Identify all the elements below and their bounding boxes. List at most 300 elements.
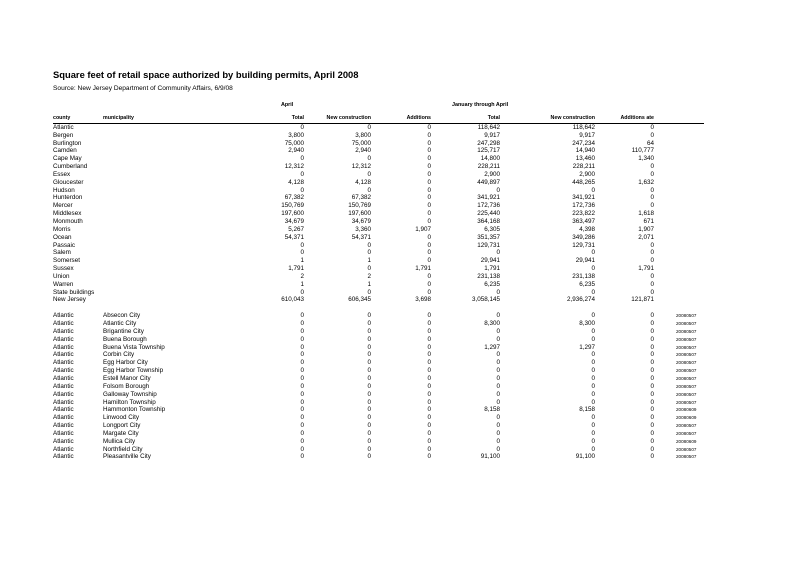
- april-additions-cell: 0: [427, 375, 431, 382]
- ytd-total-cell: 0: [496, 390, 500, 398]
- april-new-construction-cell: 0: [367, 288, 371, 296]
- april-new-construction-cell: 12,312: [351, 163, 371, 171]
- april-new-construction-cell: 0: [367, 351, 371, 359]
- report-date-code-cell: 20080507: [676, 313, 697, 319]
- april-total-cell: 150,769: [281, 202, 304, 210]
- county-cell: Bergen: [53, 131, 74, 139]
- ytd-total-cell: 29,941: [480, 257, 500, 265]
- april-total-cell: 0: [300, 422, 304, 430]
- municipality-cell: Egg Harbor City: [103, 359, 148, 367]
- ytd-additions-cell: 0: [650, 312, 654, 320]
- county-cell: Monmouth: [53, 217, 83, 225]
- april-additions-cell: 0: [427, 359, 431, 367]
- report-date-code-cell: 20080507: [676, 360, 697, 366]
- april-total-cell: 0: [300, 186, 304, 194]
- empty-cell: [103, 179, 203, 187]
- ytd-total-cell: 0: [496, 375, 500, 382]
- ytd-additions-cell: 0: [650, 453, 654, 461]
- april-additions-cell: 0: [427, 429, 431, 437]
- ytd-new-construction-cell: 0: [591, 382, 595, 390]
- ytd-additions-cell: 0: [650, 202, 654, 210]
- empty-cell: [654, 249, 704, 257]
- april-new-construction-cell: 3,360: [355, 225, 371, 233]
- ytd-additions-cell: 0: [650, 131, 654, 139]
- ytd-total-cell: 449,897: [477, 178, 500, 186]
- april-new-construction-cell: 75,000: [351, 139, 371, 147]
- ytd-total-cell: 0: [496, 335, 500, 343]
- april-new-construction-cell: 0: [367, 327, 371, 335]
- april-total-cell: 1: [300, 257, 304, 265]
- col-header-april-total: Total: [203, 115, 304, 123]
- municipality-cell: Buena Borough: [103, 335, 147, 343]
- municipality-cell: Egg Harbor Township: [103, 367, 164, 375]
- ytd-new-construction-cell: 0: [591, 351, 595, 359]
- section-spacer: [53, 304, 704, 312]
- ytd-total-cell: 0: [496, 359, 500, 367]
- april-new-construction-cell: 606,345: [348, 296, 371, 304]
- county-summary-rows: [53, 123, 704, 304]
- ytd-new-construction-cell: 341,921: [572, 194, 595, 202]
- april-total-cell: 67,382: [284, 194, 304, 202]
- ytd-additions-cell: 64: [646, 139, 654, 147]
- county-cell: Camden: [53, 147, 77, 155]
- april-total-cell: 0: [300, 437, 304, 445]
- ytd-total-cell: 125,717: [477, 147, 500, 155]
- ytd-additions-cell: 0: [650, 437, 654, 445]
- empty-cell: [654, 171, 704, 179]
- report-date-code-cell: 20080507: [676, 430, 697, 436]
- county-row: [53, 202, 704, 210]
- april-new-construction-cell: 0: [367, 375, 371, 382]
- ytd-total-cell: 118,642: [477, 123, 500, 131]
- municipality-row: [53, 446, 704, 454]
- april-additions-cell: 0: [427, 147, 431, 155]
- county-row: [53, 257, 704, 265]
- april-additions-cell: 0: [427, 327, 431, 335]
- ytd-additions-cell: 0: [650, 414, 654, 422]
- ytd-new-construction-cell: 231,138: [572, 272, 595, 280]
- empty-cell: [103, 226, 203, 234]
- april-total-cell: 0: [300, 312, 304, 320]
- april-new-construction-cell: 197,600: [348, 210, 371, 218]
- april-additions-cell: 0: [427, 210, 431, 218]
- april-new-construction-cell: 0: [367, 422, 371, 430]
- ytd-total-cell: 0: [496, 327, 500, 335]
- ytd-total-cell: 8,158: [484, 406, 500, 414]
- april-total-cell: 1,791: [288, 265, 304, 273]
- april-total-cell: 3,800: [288, 131, 304, 139]
- ytd-total-cell: 0: [496, 422, 500, 430]
- empty-cell: [654, 273, 704, 281]
- april-total-cell: 4,128: [288, 178, 304, 186]
- empty-cell: [103, 242, 203, 250]
- municipality-row: [53, 344, 704, 352]
- report-date-code-cell: 20080507: [676, 344, 697, 350]
- county-row: [53, 218, 704, 226]
- april-new-construction-cell: 0: [367, 186, 371, 194]
- april-new-construction-cell: 4,128: [355, 178, 371, 186]
- municipality-row: [53, 351, 704, 359]
- col-header-ytd-total: Total: [431, 115, 500, 123]
- ytd-total-cell: 225,440: [477, 210, 500, 218]
- empty-cell: [654, 155, 704, 163]
- county-row: [53, 226, 704, 234]
- april-new-construction-cell: 0: [367, 406, 371, 414]
- ytd-new-construction-cell: 448,265: [572, 178, 595, 186]
- ytd-additions-cell: 1,632: [638, 178, 654, 186]
- ytd-additions-cell: 0: [650, 445, 654, 453]
- report-date-code-cell: 20080609: [676, 438, 697, 444]
- april-total-cell: 0: [300, 320, 304, 328]
- municipality-cell: Mullica City: [103, 437, 136, 445]
- county-cell: Atlantic: [53, 351, 74, 359]
- ytd-additions-cell: 0: [650, 327, 654, 335]
- ytd-total-cell: 1,791: [484, 265, 500, 273]
- ytd-additions-cell: 0: [650, 257, 654, 265]
- april-additions-cell: 0: [427, 367, 431, 375]
- april-additions-cell: 0: [427, 453, 431, 461]
- municipality-cell: Hammonton Township: [103, 406, 166, 414]
- april-additions-cell: 0: [427, 131, 431, 139]
- ytd-new-construction-cell: 349,286: [572, 233, 595, 241]
- county-cell: Atlantic: [53, 359, 74, 367]
- county-row: [53, 147, 704, 155]
- county-cell: Atlantic: [53, 398, 74, 406]
- ytd-total-cell: 0: [496, 367, 500, 375]
- report-date-code-cell: 20080507: [676, 368, 697, 374]
- municipality-row: [53, 391, 704, 399]
- ytd-additions-cell: 0: [650, 422, 654, 430]
- municipality-cell: Folsom Borough: [103, 382, 150, 390]
- ytd-new-construction-cell: 0: [591, 327, 595, 335]
- ytd-additions-cell: 0: [650, 351, 654, 359]
- april-new-construction-cell: 0: [367, 320, 371, 328]
- ytd-additions-cell: 0: [650, 170, 654, 178]
- county-row: [53, 179, 704, 187]
- empty-cell: [103, 281, 203, 289]
- ytd-new-construction-cell: 0: [591, 265, 595, 273]
- ytd-total-cell: 3,058,145: [471, 296, 500, 304]
- ytd-new-construction-cell: 0: [591, 445, 595, 453]
- april-additions-cell: 0: [427, 249, 431, 257]
- municipality-row: [53, 430, 704, 438]
- county-row: [53, 273, 704, 281]
- county-cell: Cape May: [53, 155, 82, 163]
- retail-space-table: [53, 115, 704, 461]
- municipality-row: [53, 399, 704, 407]
- ytd-new-construction-cell: 228,211: [572, 163, 595, 171]
- report-date-code-cell: 20080507: [676, 376, 697, 381]
- county-row: [53, 210, 704, 218]
- ytd-additions-cell: 0: [650, 359, 654, 367]
- ytd-additions-cell: 0: [650, 398, 654, 406]
- april-new-construction-cell: 0: [367, 390, 371, 398]
- municipality-row: [53, 406, 704, 414]
- april-new-construction-cell: 0: [367, 382, 371, 390]
- source-note: Source: New Jersey Department of Community Affairs, 6/9/08: [53, 85, 233, 92]
- ytd-additions-cell: 1,340: [638, 155, 654, 163]
- empty-cell: [654, 179, 704, 187]
- municipality-cell: Buena Vista Township: [103, 343, 165, 351]
- april-total-cell: 0: [300, 335, 304, 343]
- ytd-additions-cell: 0: [650, 406, 654, 414]
- group-header-april: April: [281, 102, 294, 108]
- april-new-construction-cell: 0: [367, 241, 371, 249]
- municipality-row: [53, 414, 704, 422]
- april-additions-cell: 0: [427, 123, 431, 131]
- county-cell: Atlantic: [53, 382, 74, 390]
- april-total-cell: 0: [300, 123, 304, 131]
- county-cell: Somerset: [53, 257, 80, 265]
- report-date-code-cell: 20080507: [676, 454, 697, 460]
- municipality-row: [53, 328, 704, 336]
- county-cell: Atlantic: [53, 406, 74, 414]
- april-new-construction-cell: 0: [367, 398, 371, 406]
- ytd-new-construction-cell: 0: [591, 390, 595, 398]
- april-total-cell: 54,371: [284, 233, 304, 241]
- empty-cell: [654, 194, 704, 202]
- municipality-cell: Hamilton Township: [103, 398, 156, 406]
- ytd-additions-cell: 1,907: [638, 225, 654, 233]
- ytd-total-cell: 0: [496, 398, 500, 406]
- empty-cell: [654, 234, 704, 242]
- ytd-total-cell: 0: [496, 351, 500, 359]
- report-date-code-cell: 20080507: [676, 336, 697, 342]
- empty-cell: [654, 123, 704, 131]
- ytd-additions-cell: 0: [650, 194, 654, 202]
- ytd-additions-cell: 0: [650, 186, 654, 194]
- april-additions-cell: 0: [427, 139, 431, 147]
- county-cell: Atlantic: [53, 437, 74, 445]
- april-total-cell: 0: [300, 288, 304, 296]
- april-additions-cell: 0: [427, 422, 431, 430]
- empty-cell: [103, 155, 203, 163]
- empty-cell: [103, 296, 203, 304]
- ytd-new-construction-cell: 8,158: [579, 406, 595, 414]
- ytd-total-cell: 6,305: [484, 225, 500, 233]
- empty-cell: [654, 140, 704, 148]
- county-cell: Hudson: [53, 186, 75, 194]
- april-total-cell: 0: [300, 351, 304, 359]
- county-row: [53, 265, 704, 273]
- ytd-new-construction-cell: 9,917: [579, 131, 595, 139]
- empty-cell: [654, 163, 704, 171]
- municipality-row: [53, 320, 704, 328]
- empty-cell: [103, 265, 203, 273]
- april-new-construction-cell: 1: [367, 280, 371, 288]
- empty-cell: [654, 202, 704, 210]
- county-cell: Burlington: [53, 139, 82, 147]
- county-row: [53, 194, 704, 202]
- municipality-row: [53, 359, 704, 367]
- april-total-cell: 75,000: [284, 139, 304, 147]
- county-cell: New Jersey: [53, 296, 86, 304]
- col-header-ytd-new-construction: New construction: [500, 115, 595, 123]
- ytd-new-construction-cell: 29,941: [575, 257, 595, 265]
- april-new-construction-cell: 150,769: [348, 202, 371, 210]
- county-cell: Essex: [53, 170, 71, 178]
- report-date-code-cell: 20080507: [676, 391, 697, 397]
- col-header-county: county: [53, 115, 103, 123]
- municipality-row: [53, 438, 704, 446]
- municipality-cell: Northfield City: [103, 445, 143, 453]
- empty-cell: [654, 257, 704, 265]
- april-total-cell: 0: [300, 249, 304, 257]
- ytd-additions-cell: 121,871: [631, 296, 654, 304]
- empty-cell: [103, 123, 203, 131]
- municipality-cell: Absecon City: [103, 312, 141, 320]
- county-cell: Atlantic: [53, 375, 74, 382]
- april-new-construction-cell: 0: [367, 414, 371, 422]
- april-additions-cell: 0: [427, 390, 431, 398]
- april-total-cell: 197,600: [281, 210, 304, 218]
- april-additions-cell: 0: [427, 382, 431, 390]
- april-total-cell: 0: [300, 155, 304, 163]
- april-additions-cell: 0: [427, 312, 431, 320]
- county-row: [53, 132, 704, 140]
- ytd-new-construction-cell: 118,642: [572, 123, 595, 131]
- county-cell: Union: [53, 272, 70, 280]
- ytd-additions-cell: 0: [650, 390, 654, 398]
- empty-cell: [654, 218, 704, 226]
- ytd-additions-cell: 0: [650, 343, 654, 351]
- report-date-code-cell: 20080507: [676, 321, 697, 327]
- ytd-new-construction-cell: 6,235: [579, 280, 595, 288]
- ytd-total-cell: 2,900: [484, 170, 500, 178]
- report-date-code-cell: 20080507: [676, 423, 697, 429]
- county-cell: Atlantic: [53, 414, 74, 422]
- ytd-new-construction-cell: 0: [591, 249, 595, 257]
- county-cell: Atlantic: [53, 453, 74, 461]
- ytd-additions-cell: 0: [650, 288, 654, 296]
- county-cell: Ocean: [53, 233, 72, 241]
- county-row: [53, 281, 704, 289]
- county-row: [53, 234, 704, 242]
- april-additions-cell: 0: [427, 163, 431, 171]
- april-total-cell: 0: [300, 170, 304, 178]
- april-additions-cell: 0: [427, 202, 431, 210]
- april-new-construction-cell: 0: [367, 343, 371, 351]
- municipality-row: [53, 422, 704, 430]
- municipality-row: [53, 336, 704, 344]
- county-cell: Atlantic: [53, 335, 74, 343]
- empty-cell: [654, 242, 704, 250]
- empty-cell: [103, 257, 203, 265]
- county-cell: Atlantic: [53, 320, 74, 328]
- county-cell: Atlantic: [53, 312, 74, 320]
- april-additions-cell: 0: [427, 280, 431, 288]
- empty-cell: [654, 265, 704, 273]
- april-total-cell: 0: [300, 429, 304, 437]
- ytd-new-construction-cell: 0: [591, 414, 595, 422]
- ytd-total-cell: 228,211: [477, 163, 500, 171]
- ytd-new-construction-cell: 1,297: [579, 343, 595, 351]
- empty-cell: [654, 147, 704, 155]
- april-additions-cell: 0: [427, 194, 431, 202]
- april-additions-cell: 0: [427, 351, 431, 359]
- april-additions-cell: 0: [427, 398, 431, 406]
- april-additions-cell: 0: [427, 233, 431, 241]
- county-cell: Atlantic: [53, 422, 74, 430]
- april-total-cell: 0: [300, 390, 304, 398]
- ytd-new-construction-cell: 0: [591, 437, 595, 445]
- april-new-construction-cell: 0: [367, 367, 371, 375]
- ytd-total-cell: 129,731: [477, 241, 500, 249]
- ytd-new-construction-cell: 0: [591, 312, 595, 320]
- county-cell: Atlantic: [53, 390, 74, 398]
- ytd-new-construction-cell: 0: [591, 422, 595, 430]
- report-date-code-cell: 20080609: [676, 407, 697, 413]
- group-header-ytd: January through April: [452, 102, 509, 108]
- ytd-new-construction-cell: 0: [591, 186, 595, 194]
- municipality-cell: Galloway Township: [103, 390, 157, 398]
- ytd-total-cell: 231,138: [477, 272, 500, 280]
- ytd-total-cell: 0: [496, 312, 500, 320]
- county-cell: Gloucester: [53, 178, 84, 186]
- col-header-municipality: municipality: [103, 115, 203, 123]
- ytd-new-construction-cell: 0: [591, 398, 595, 406]
- empty-cell: [103, 171, 203, 179]
- ytd-additions-cell: 0: [650, 320, 654, 328]
- april-new-construction-cell: 0: [367, 155, 371, 163]
- county-row: [53, 171, 704, 179]
- april-additions-cell: 0: [427, 414, 431, 422]
- april-new-construction-cell: 0: [367, 437, 371, 445]
- ytd-new-construction-cell: 172,736: [572, 202, 595, 210]
- ytd-total-cell: 8,300: [484, 320, 500, 328]
- april-additions-cell: 3,698: [415, 296, 431, 304]
- county-cell: Warren: [53, 280, 74, 288]
- municipality-cell: Estell Manor City: [103, 375, 151, 382]
- ytd-total-cell: 0: [496, 437, 500, 445]
- county-cell: Salem: [53, 249, 71, 257]
- ytd-additions-cell: 0: [650, 249, 654, 257]
- county-cell: Atlantic: [53, 343, 74, 351]
- county-cell: State buildings: [53, 288, 95, 296]
- municipality-cell: Pleasantville City: [103, 453, 151, 461]
- ytd-additions-cell: 110,777: [631, 147, 654, 155]
- column-header-row: [53, 115, 704, 123]
- empty-cell: [103, 187, 203, 195]
- county-cell: Cumberland: [53, 163, 88, 171]
- county-cell: Hunterdon: [53, 194, 83, 202]
- ytd-total-cell: 0: [496, 249, 500, 257]
- ytd-total-cell: 9,917: [484, 131, 500, 139]
- ytd-total-cell: 0: [496, 382, 500, 390]
- ytd-new-construction-cell: 4,398: [579, 225, 595, 233]
- report-date-code-cell: 20080507: [676, 399, 697, 405]
- empty-cell: [654, 289, 704, 297]
- empty-cell: [654, 281, 704, 289]
- ytd-new-construction-cell: 0: [591, 335, 595, 343]
- municipality-row: [53, 383, 704, 391]
- april-total-cell: 0: [300, 445, 304, 453]
- april-additions-cell: 1,791: [415, 265, 431, 273]
- county-row: [53, 249, 704, 257]
- ytd-new-construction-cell: 14,940: [575, 147, 595, 155]
- empty-cell: [654, 210, 704, 218]
- county-row: [53, 242, 704, 250]
- municipality-row: [53, 367, 704, 375]
- ytd-total-cell: 14,800: [480, 155, 500, 163]
- ytd-total-cell: 0: [496, 186, 500, 194]
- county-row: [53, 289, 704, 297]
- ytd-total-cell: 0: [496, 429, 500, 437]
- april-new-construction-cell: 0: [367, 445, 371, 453]
- april-additions-cell: 0: [427, 186, 431, 194]
- empty-cell: [103, 147, 203, 155]
- ytd-total-cell: 247,298: [477, 139, 500, 147]
